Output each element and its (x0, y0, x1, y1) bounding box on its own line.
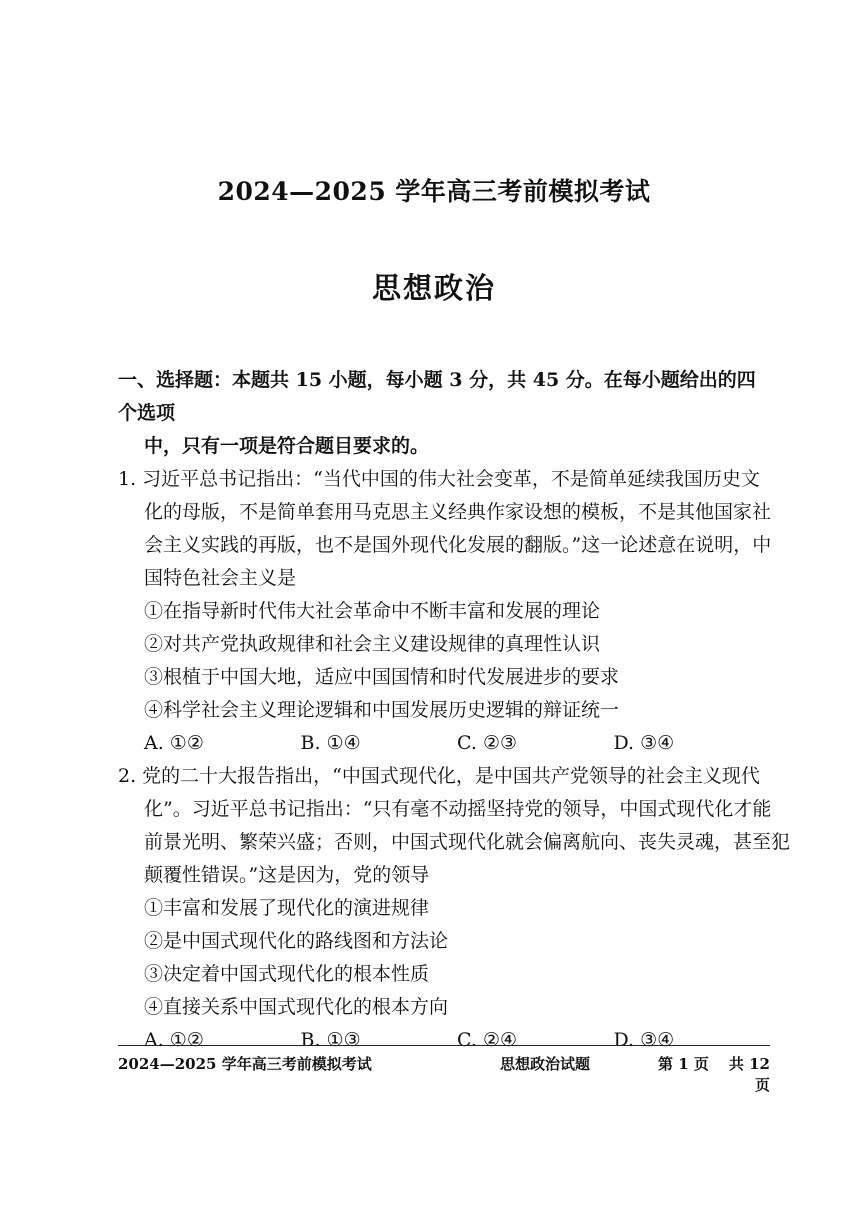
exam-content (118, 364, 791, 1057)
choice-a: A. ①② (144, 732, 204, 754)
footer-page-number: 第 1 页 (658, 1055, 709, 1073)
choice-b: B. ①③ (300, 1029, 361, 1051)
question-stem-line: 化的母版，不是简单套用马克思主义经典作家设想的模板，不是其他国家社 (144, 501, 772, 523)
choice-d: D. ③④ (613, 1029, 675, 1051)
question-stem-line: 国特色社会主义是 (144, 567, 297, 589)
choice-b: B. ①④ (300, 732, 361, 754)
question-2 (118, 760, 791, 1057)
subject-title: 思想政治 (371, 271, 496, 305)
answer-choices (118, 727, 770, 760)
statement-option: ③决定着中国式现代化的根本性质 (144, 963, 430, 985)
statement-option: ④直接关系中国式现代化的根本方向 (144, 996, 449, 1018)
choice-c: C. ②④ (457, 1029, 518, 1051)
question-stem-line: 颠覆性错误。”这是因为，党的领导 (144, 864, 430, 886)
statement-option: ①在指导新时代伟大社会革命中不断丰富和发展的理论 (144, 600, 601, 622)
choice-a: A. ①② (144, 1029, 204, 1051)
choice-d: D. ③④ (613, 732, 675, 754)
section-heading-line: 中，只有一项是符合题目要求的。 (144, 435, 430, 457)
section-heading-line: 一、选择题：本题共 15 小题，每小题 3 分，共 45 分。在每小题给出的四个选项 (118, 369, 756, 424)
footer-subject: 思想政治试题 (500, 1055, 591, 1073)
footer-page-total: 共 12 页 (728, 1055, 770, 1094)
statement-option: ②对共产党执政规律和社会主义建设规律的真理性认识 (144, 633, 601, 655)
question-stem-line: 2. 党的二十大报告指出，“中国式现代化，是中国共产党领导的社会主义现代 (118, 765, 760, 787)
choice-c: C. ②③ (457, 732, 518, 754)
section-heading (118, 364, 770, 463)
statement-option: ④科学社会主义理论逻辑和中国发展历史逻辑的辩证统一 (144, 699, 620, 721)
question-stem-line: 前景光明、繁荣兴盛；否则，中国式现代化就会偏离航向、丧失灵魂，甚至犯 (144, 831, 791, 853)
page-footer (118, 1053, 770, 1095)
footer-page-info (644, 1053, 770, 1095)
question-stem-line: 会主义实践的再版，也不是国外现代化发展的翻版。”这一论述意在说明，中 (144, 534, 772, 556)
statement-option: ①丰富和发展了现代化的演进规律 (144, 897, 430, 919)
footer-divider (118, 1045, 770, 1046)
statement-option: ③根植于中国大地，适应中国国情和时代发展进步的要求 (144, 666, 620, 688)
question-1 (118, 463, 770, 760)
question-stem-line: 化”。习近平总书记指出：“只有毫不动摇坚持党的领导，中国式现代化才能 (144, 798, 772, 820)
exam-title: 2024—2025 学年高三考前模拟考试 (217, 177, 651, 206)
footer-exam-name: 2024—2025 学年高三考前模拟考试 (118, 1055, 372, 1073)
statement-option: ②是中国式现代化的路线图和方法论 (144, 930, 449, 952)
question-stem-line: 1. 习近平总书记指出：“当代中国的伟大社会变革，不是简单延续我国历史文 (118, 468, 760, 490)
